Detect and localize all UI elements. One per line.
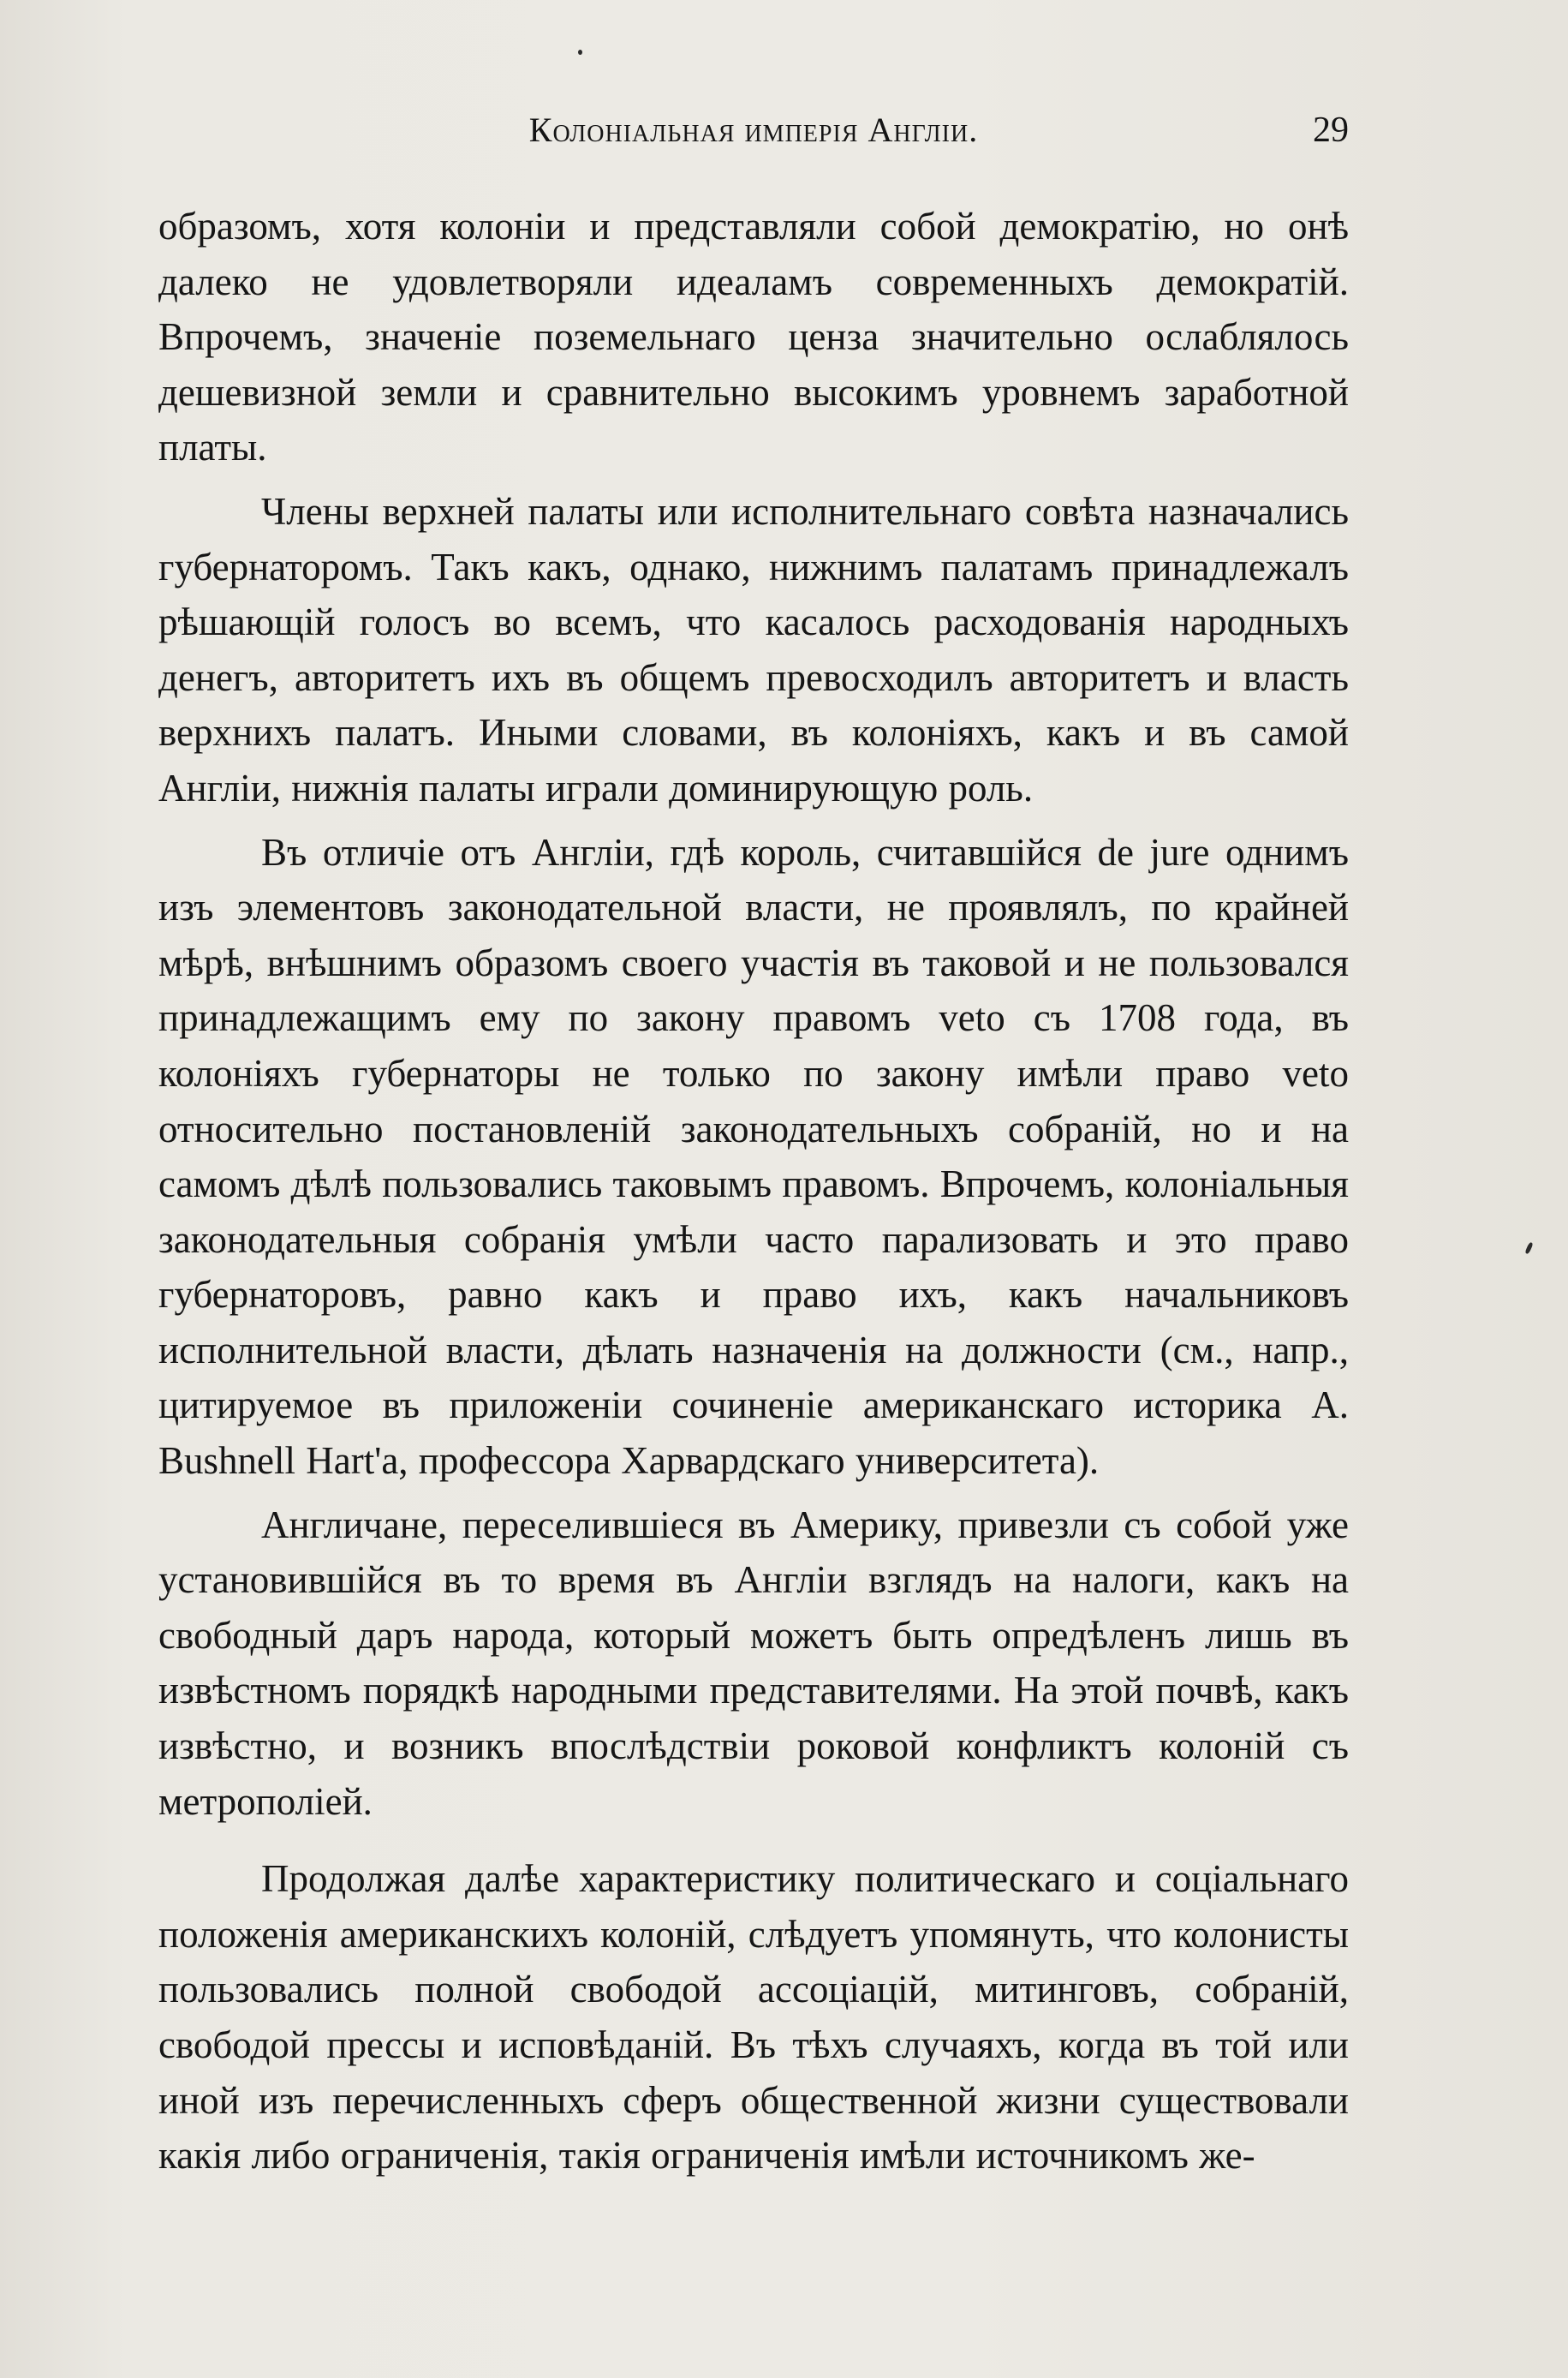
- running-title: Колоніальная имперія Англіи.: [528, 111, 979, 149]
- paragraph-freedoms: Продолжая далѣе характеристику политическаго и соціальнаго положенія американскихъ колоній, слѣдуетъ упомянуть, что колонисты пользовались полной свободой ассоціацій, митинговъ, собраній, свободой прессы и исповѣданій. Въ тѣхъ случаяхъ, когда въ той или иной изъ перечисленныхъ сферъ общественной жизни существовали какія либо ограниченія, такія ограниченія имѣли источникомъ же-: [158, 1857, 1349, 2178]
- page-header: [158, 110, 1349, 161]
- ink-speck: [1524, 1242, 1533, 1255]
- page-number: 29: [1313, 111, 1349, 150]
- body-text: [158, 199, 1349, 2184]
- paragraph-upper-chamber: Члены верхней палаты или исполнительнаго совѣта назначались губернаторомъ. Такъ какъ, однако, нижнимъ палатамъ принадлежалъ рѣшающій голосъ во всемъ, что касалось расходованія народныхъ денегъ, авторитетъ ихъ въ общемъ превосходилъ авторитетъ и власть верхнихъ палатъ. Иными словами, въ колоніяхъ, какъ и въ самой Англіи, нижнія палаты играли доминирующую роль.: [158, 489, 1349, 810]
- ink-speck: [578, 50, 582, 55]
- paragraph-continuation: образомъ, хотя колоніи и представляли собой демократію, но онѣ далеко не удовлетворяли идеаламъ современныхъ демократій. Впрочемъ, значеніе поземельнаго ценза значительно ослаблялось дешевизной земли и сравнительно высокимъ уровнемъ заработной платы.: [158, 205, 1349, 469]
- paragraph-taxes: Англичане, переселившіеся въ Америку, привезли съ собой уже установившійся въ то время въ Англіи взглядъ на налоги, какъ на свободный даръ народа, который можетъ быть опредѣленъ лишь въ извѣстномъ порядкѣ народными представителями. На этой почвѣ, какъ извѣстно, и возникъ впослѣдствіи роковой конфликтъ колоній съ метрополіей.: [158, 1503, 1349, 1823]
- paragraph-veto: Въ отличіе отъ Англіи, гдѣ король, считавшійся de jure однимъ изъ элементовъ законодательной власти, не проявлялъ, по крайней мѣрѣ, внѣшнимъ образомъ своего участія въ таковой и не пользовался принадлежащимъ ему по закону правомъ veto съ 1708 года, въ колоніяхъ губернаторы не только по закону имѣли право veto относительно постановленій законодательныхъ собраній, но и на самомъ дѣлѣ пользовались таковымъ правомъ. Впрочемъ, колоніальныя законодательныя собранія умѣли часто парализовать и это право губернаторовъ, равно какъ и право ихъ, какъ начальниковъ исполнительной власти, дѣлать назначенія на должности (см., напр., цитируемое въ приложеніи сочиненіе американскаго историка A. Bushnell Hart'а, профессора Харвардскаго университета).: [158, 830, 1349, 1483]
